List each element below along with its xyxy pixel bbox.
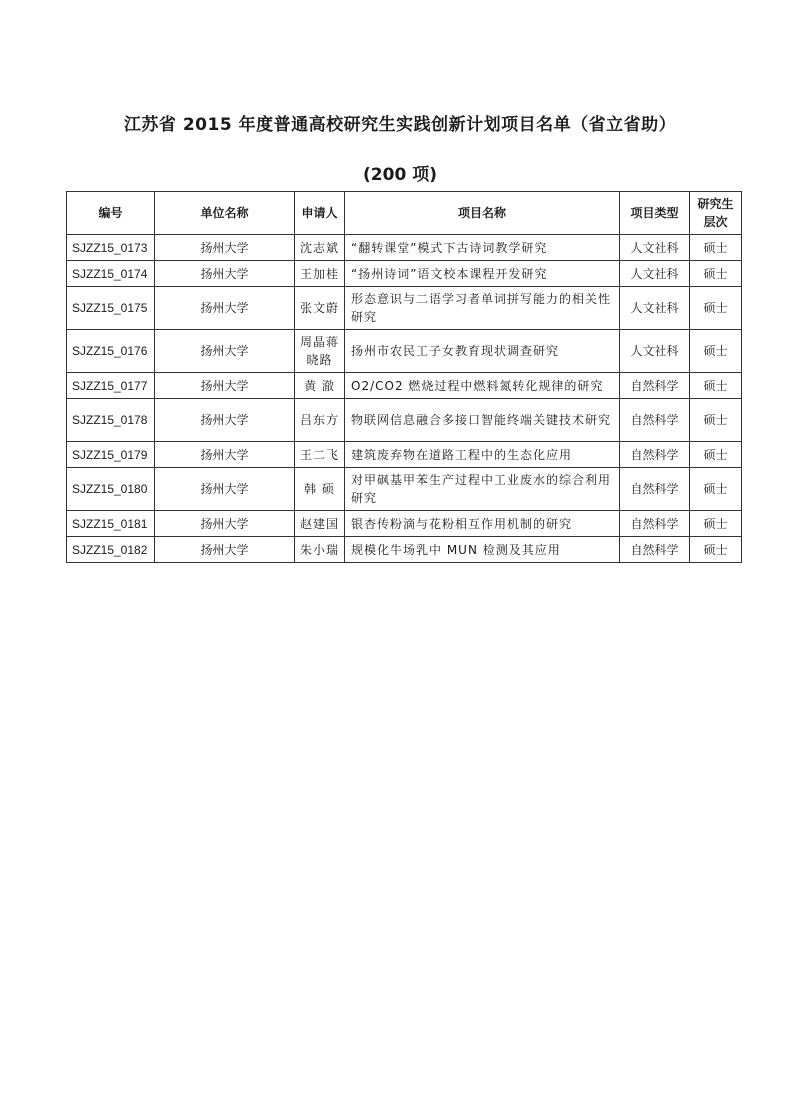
table-row — [67, 442, 742, 468]
cell-level: 硕士 — [690, 468, 742, 511]
table-row — [67, 399, 742, 442]
cell-code: SJZZ15_0178 — [67, 399, 155, 442]
cell-type: 自然科学 — [620, 399, 690, 442]
cell-type: 自然科学 — [620, 511, 690, 537]
cell-project: 规模化牛场乳中 MUN 检测及其应用 — [345, 537, 620, 563]
cell-applicant: 朱小瑞 — [295, 537, 345, 563]
table-row — [67, 373, 742, 399]
cell-project: 扬州市农民工子女教育现状调查研究 — [345, 330, 620, 373]
cell-level: 硕士 — [690, 373, 742, 399]
cell-code: SJZZ15_0182 — [67, 537, 155, 563]
cell-type: 自然科学 — [620, 373, 690, 399]
cell-unit: 扬州大学 — [155, 261, 295, 287]
cell-code: SJZZ15_0179 — [67, 442, 155, 468]
header-applicant: 申请人 — [295, 192, 345, 235]
cell-project: 建筑废弃物在道路工程中的生态化应用 — [345, 442, 620, 468]
cell-level: 硕士 — [690, 511, 742, 537]
header-code: 编号 — [67, 192, 155, 235]
table-row — [67, 235, 742, 261]
cell-type: 人文社科 — [620, 330, 690, 373]
cell-unit: 扬州大学 — [155, 468, 295, 511]
cell-type: 自然科学 — [620, 442, 690, 468]
cell-unit: 扬州大学 — [155, 537, 295, 563]
cell-project: “扬州诗词”语文校本课程开发研究 — [345, 261, 620, 287]
cell-applicant: 赵建国 — [295, 511, 345, 537]
header-project: 项目名称 — [345, 192, 620, 235]
cell-project: 对甲砜基甲苯生产过程中工业废水的综合利用研究 — [345, 468, 620, 511]
table-row — [67, 261, 742, 287]
cell-unit: 扬州大学 — [155, 442, 295, 468]
cell-code: SJZZ15_0176 — [67, 330, 155, 373]
header-unit: 单位名称 — [155, 192, 295, 235]
cell-applicant: 沈志斌 — [295, 235, 345, 261]
cell-type: 人文社科 — [620, 287, 690, 330]
cell-code: SJZZ15_0180 — [67, 468, 155, 511]
cell-unit: 扬州大学 — [155, 399, 295, 442]
cell-code: SJZZ15_0181 — [67, 511, 155, 537]
cell-level: 硕士 — [690, 537, 742, 563]
cell-applicant: 韩 硕 — [295, 468, 345, 511]
cell-applicant: 周晶蒋晓路 — [295, 330, 345, 373]
cell-level: 硕士 — [690, 287, 742, 330]
cell-type: 自然科学 — [620, 468, 690, 511]
cell-code: SJZZ15_0177 — [67, 373, 155, 399]
document-title: 江苏省 2015 年度普通高校研究生实践创新计划项目名单（省立省助） — [123, 115, 677, 135]
cell-type: 人文社科 — [620, 261, 690, 287]
cell-applicant: 黄 澈 — [295, 373, 345, 399]
cell-code: SJZZ15_0174 — [67, 261, 155, 287]
cell-applicant: 王二飞 — [295, 442, 345, 468]
cell-unit: 扬州大学 — [155, 511, 295, 537]
cell-code: SJZZ15_0173 — [67, 235, 155, 261]
cell-unit: 扬州大学 — [155, 235, 295, 261]
cell-unit: 扬州大学 — [155, 330, 295, 373]
table-header-row — [67, 192, 742, 235]
cell-applicant: 张文蔚 — [295, 287, 345, 330]
cell-level: 硕士 — [690, 330, 742, 373]
cell-level: 硕士 — [690, 235, 742, 261]
cell-applicant: 吕东方 — [295, 399, 345, 442]
table-row — [67, 537, 742, 563]
cell-applicant: 王加桂 — [295, 261, 345, 287]
cell-unit: 扬州大学 — [155, 287, 295, 330]
cell-code: SJZZ15_0175 — [67, 287, 155, 330]
table-row — [67, 511, 742, 537]
cell-unit: 扬州大学 — [155, 373, 295, 399]
cell-project: 形态意识与二语学习者单词拼写能力的相关性研究 — [345, 287, 620, 330]
document-subtitle: (200 项) — [363, 165, 437, 185]
table-row — [67, 330, 742, 373]
header-type: 项目类型 — [620, 192, 690, 235]
cell-project: 物联网信息融合多接口智能终端关键技术研究 — [345, 399, 620, 442]
project-table — [66, 191, 742, 563]
cell-type: 自然科学 — [620, 537, 690, 563]
cell-project: “翻转课堂”模式下古诗词教学研究 — [345, 235, 620, 261]
cell-project: 银杏传粉滴与花粉相互作用机制的研究 — [345, 511, 620, 537]
cell-type: 人文社科 — [620, 235, 690, 261]
cell-level: 硕士 — [690, 399, 742, 442]
cell-project: O2/CO2 燃烧过程中燃料氮转化规律的研究 — [345, 373, 620, 399]
header-level: 研究生层次 — [690, 192, 742, 235]
cell-level: 硕士 — [690, 442, 742, 468]
table-row — [67, 287, 742, 330]
table-row — [67, 468, 742, 511]
cell-level: 硕士 — [690, 261, 742, 287]
